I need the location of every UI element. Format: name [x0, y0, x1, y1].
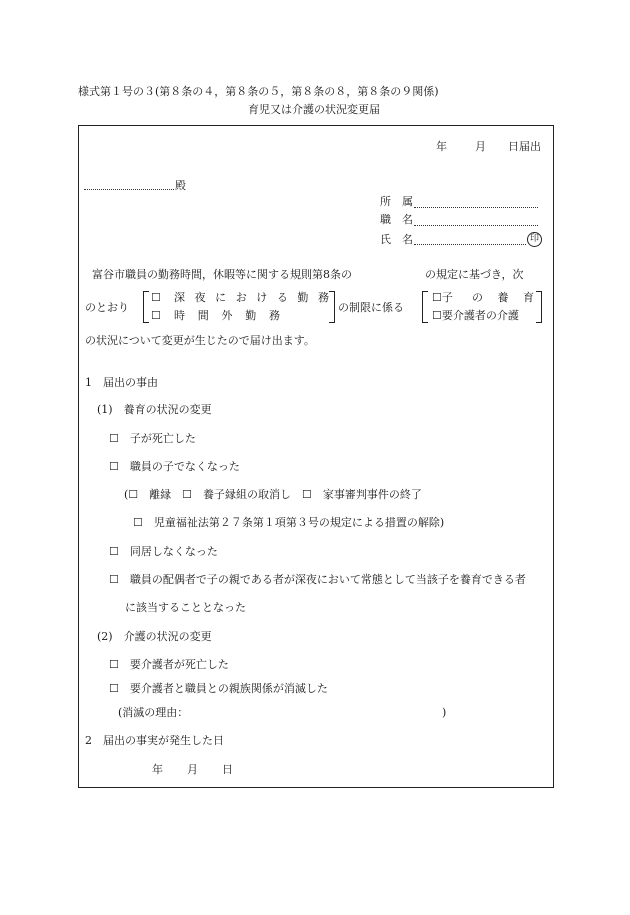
night-char: け [256, 291, 268, 304]
name-label-1: 氏 [380, 233, 391, 246]
child-care-label [472, 292, 534, 303]
overtime-char: 勤 [245, 309, 257, 322]
item-child-died[interactable]: ☐ 子が死亡した [109, 432, 196, 445]
dept-label-1: 所 [380, 195, 391, 208]
section2-heading: 2 届出の事実が発生した日 [85, 734, 224, 747]
item-spouse-can-care-cont: に該当することとなった [125, 601, 246, 614]
item-no-longer-cohabiting[interactable]: ☐ 同居しなくなった [109, 545, 218, 558]
dept-label-2: 属 [402, 195, 413, 208]
title-label-1: 職 [380, 213, 391, 226]
care-bracket-right [536, 291, 542, 323]
night-char: 務 [317, 291, 329, 304]
night-char: お [235, 291, 247, 304]
overtime-checkbox[interactable]: ☐ [151, 309, 161, 322]
child-care-checkbox-label[interactable]: ☐子 [432, 291, 453, 304]
reason-close: ) [442, 706, 447, 719]
addressee-honorific: 殿 [175, 179, 186, 192]
overtime-char: 間 [197, 309, 209, 322]
child-care-char: の [472, 291, 483, 304]
overtime-char: 外 [221, 309, 233, 322]
overtime-label [174, 310, 280, 321]
name-field[interactable] [414, 244, 526, 245]
addressee-field[interactable] [84, 189, 174, 190]
night-char: 勤 [297, 291, 309, 304]
restriction-bracket-right [329, 291, 335, 323]
body-line2-middle: の制限に係る [338, 301, 404, 314]
reason-field[interactable] [190, 717, 440, 718]
body-line1-right: の規定に基づき，次 [425, 268, 524, 281]
section2-day: 日 [222, 763, 233, 776]
date-month-label: 月 [475, 140, 486, 153]
overtime-char: 務 [269, 309, 280, 322]
restriction-bracket-left [143, 291, 149, 323]
night-char: る [276, 291, 288, 304]
night-char: 夜 [194, 291, 206, 304]
child-care-char: 育 [523, 291, 534, 304]
night-char: に [215, 291, 227, 304]
dept-field[interactable] [414, 207, 538, 208]
section1-sub1-heading: (1) 養育の状況の変更 [97, 403, 212, 416]
article-field[interactable] [365, 279, 423, 280]
section2-month: 月 [187, 763, 198, 776]
night-work-label [174, 292, 329, 303]
item-relationship-ended[interactable]: ☐ 要介護者と職員との親族関係が消滅した [109, 682, 328, 695]
form-number: 様式第１号の３(第８条の４，第８条の５，第８条の８，第８条の９関係) [78, 85, 439, 98]
item-spouse-can-care[interactable]: ☐ 職員の配偶者で子の親である者が深夜において常態として当該子を養育できる者 [109, 573, 526, 586]
body-line3: の状況について変更が生じたので届け出ます。 [85, 334, 315, 347]
form-title: 育児又は介護の状況変更届 [248, 103, 380, 116]
body-line1-left: 富谷市職員の勤務時間，休暇等に関する規則第8条の [92, 268, 352, 281]
reason-label: (消滅の理由： [118, 706, 189, 719]
title-label-2: 名 [402, 213, 413, 226]
seal-mark: 印 [527, 232, 542, 247]
section1-sub2-heading: (2) 介護の状況の変更 [97, 630, 212, 643]
care-bracket-left [422, 291, 428, 323]
name-label-2: 名 [402, 233, 413, 246]
section2-year: 年 [152, 763, 163, 776]
child-care-char: 養 [497, 291, 509, 304]
date-year-label: 年 [436, 140, 447, 153]
item-care-recipient-died[interactable]: ☐ 要介護者が死亡した [109, 658, 229, 671]
night-char: 深 [174, 291, 185, 304]
title-field[interactable] [414, 225, 538, 226]
overtime-char: 時 [174, 309, 185, 322]
night-work-checkbox[interactable]: ☐ [151, 291, 161, 304]
item-reasons-line1[interactable]: (☐ 離縁 ☐ 養子縁組の取消し ☐ 家事審判事件の終了 [124, 488, 422, 501]
elder-care-checkbox-label[interactable]: ☐要介護者の介護 [432, 309, 519, 322]
item-no-longer-child[interactable]: ☐ 職員の子でなくなった [109, 460, 240, 473]
date-submitted-label: 日届出 [508, 140, 541, 153]
item-reasons-line2[interactable]: ☐ 児童福祉法第２７条第１項第３号の規定による措置の解除) [133, 516, 445, 529]
body-line2-prefix: のとおり [85, 301, 129, 314]
section1-heading: 1 届出の事由 [85, 376, 158, 389]
